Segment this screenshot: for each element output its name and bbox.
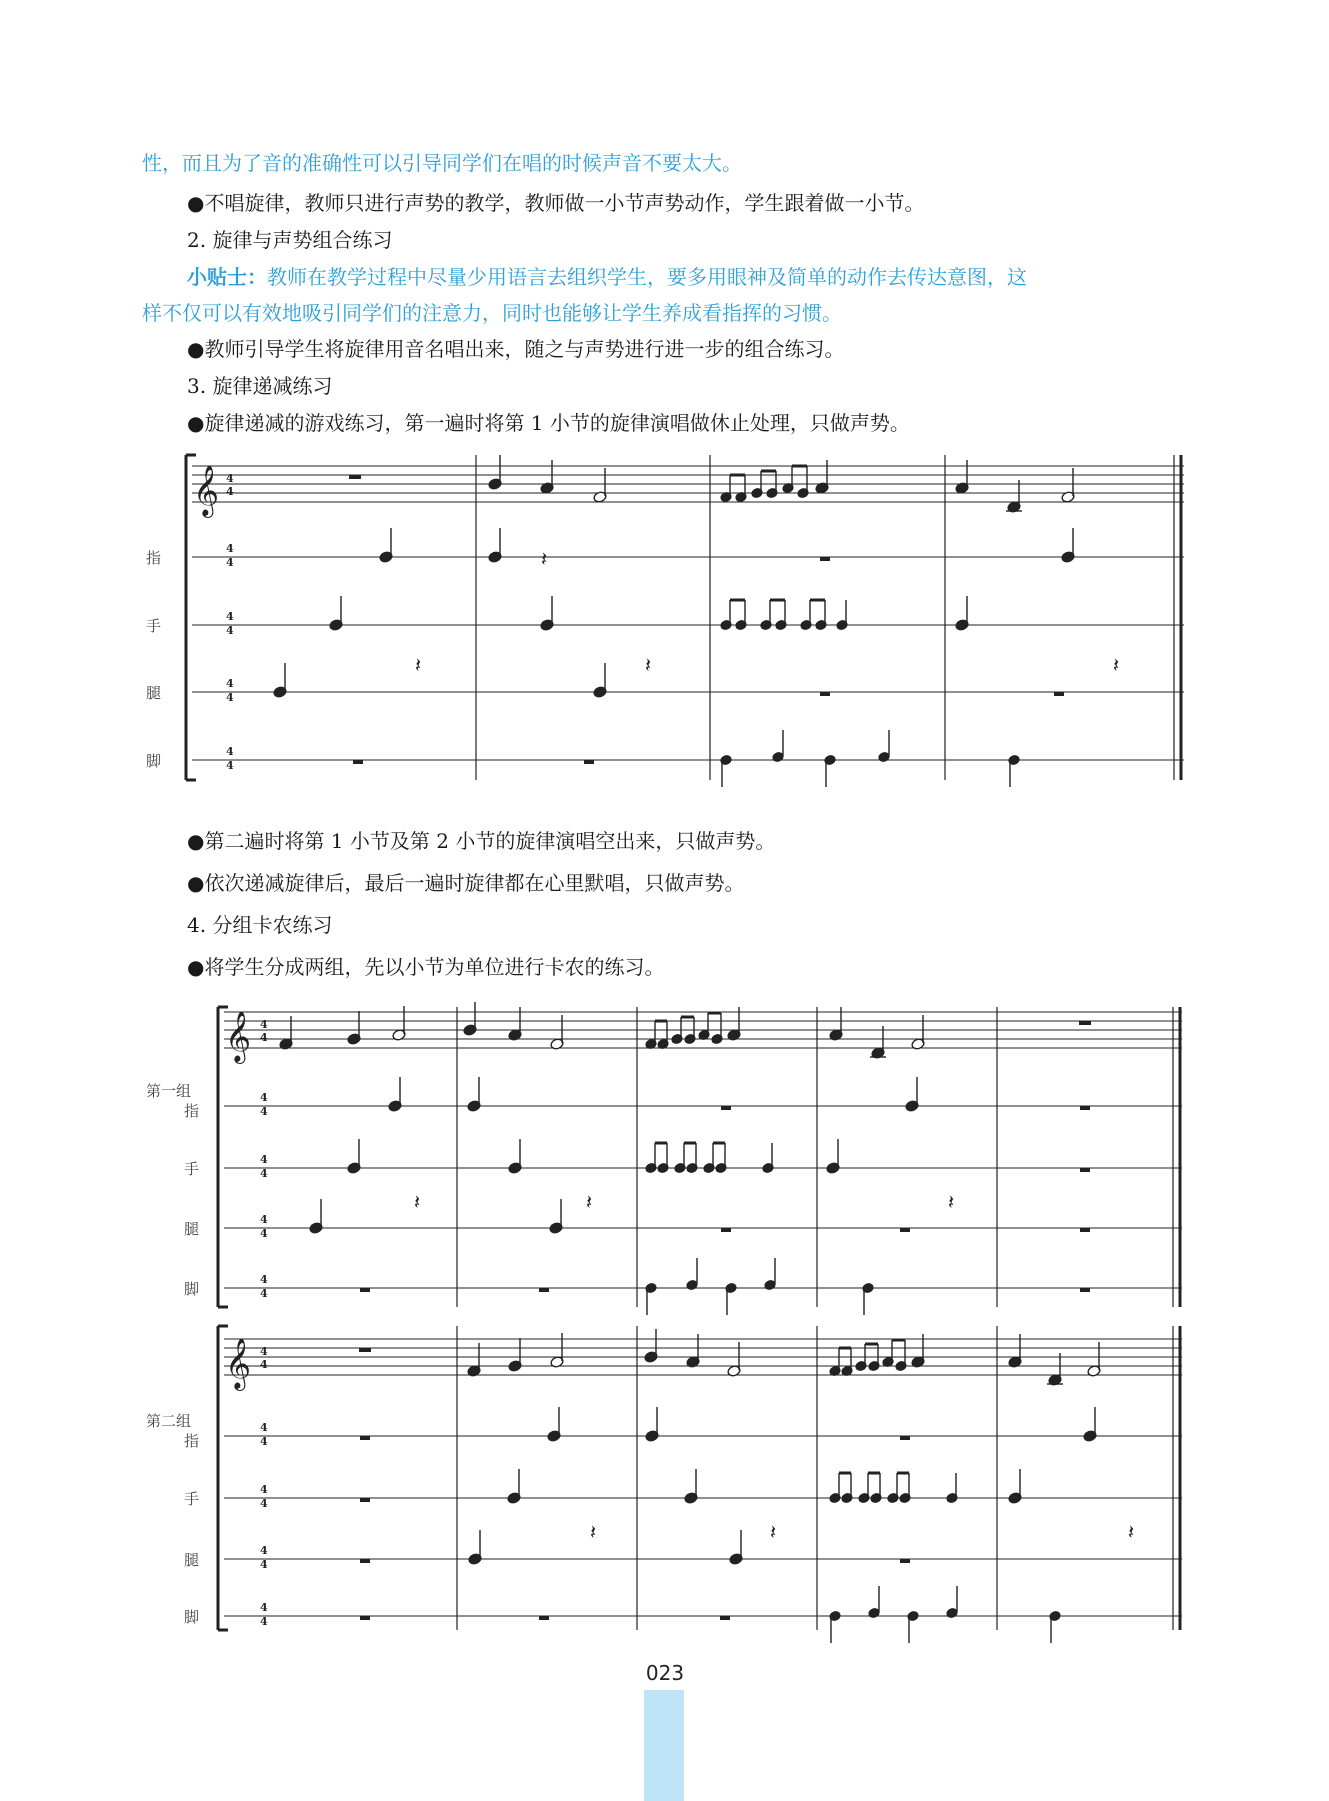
heading-section-2: 2. 旋律与声势组合练习 [187, 228, 393, 252]
score3-melody-notes [359, 1329, 1101, 1386]
svg-text:4: 4 [260, 1345, 268, 1358]
score2-hand-notes [347, 1139, 1090, 1174]
score3-foot-notes [360, 1586, 1061, 1643]
svg-text:𝄽: 𝄽 [590, 1520, 597, 1544]
score2-label-finger: 指 [184, 1102, 200, 1120]
score1-time-signatures [226, 472, 234, 772]
svg-text:𝄽: 𝄽 [586, 1190, 593, 1214]
svg-text:4: 4 [260, 1483, 268, 1496]
svg-text:4: 4 [260, 1601, 268, 1614]
score1-barlines [476, 455, 1181, 780]
score1-whole-rest [349, 475, 361, 479]
svg-text:4: 4 [260, 1358, 268, 1371]
score3-time-signatures [260, 1345, 268, 1628]
score2-label-group: 第一组 [146, 1082, 192, 1100]
score1-melody-staff [192, 466, 1184, 502]
svg-text:4: 4 [226, 745, 234, 758]
svg-text:4: 4 [260, 1497, 268, 1510]
svg-text:4: 4 [260, 1105, 268, 1118]
score3-label-hand: 手 [184, 1490, 200, 1508]
score3-label-leg: 腿 [184, 1551, 200, 1569]
score1-foot-notes [353, 730, 1020, 787]
svg-text:𝄽: 𝄽 [948, 1190, 955, 1214]
svg-text:𝄽: 𝄽 [1113, 653, 1120, 677]
score2-part-labels [146, 1082, 199, 1298]
svg-text:4: 4 [260, 1213, 268, 1226]
score-2-group-1 [146, 1002, 1182, 1315]
score3-label-foot: 脚 [184, 1608, 200, 1626]
score2-treble-clef: 𝄞 [225, 1011, 252, 1062]
score2-label-leg: 腿 [184, 1220, 200, 1238]
heading-section-3: 3. 旋律递减练习 [187, 374, 333, 398]
score1-label-foot: 脚 [146, 752, 162, 770]
score2-label-hand: 手 [184, 1160, 200, 1178]
score1-label-finger: 指 [146, 549, 162, 567]
heading-section-4: 4. 分组卡农练习 [187, 913, 333, 937]
svg-text:4: 4 [260, 1435, 268, 1448]
score2-melody-notes [279, 1002, 1091, 1059]
score3-part-labels [146, 1412, 199, 1626]
score3-percussion-lines [224, 1436, 1182, 1616]
svg-text:4: 4 [260, 1167, 268, 1180]
svg-text:4: 4 [260, 1153, 268, 1166]
score2-finger-notes [388, 1077, 1090, 1112]
paragraph-second-pass: ●第二遍时将第 1 小节及第 2 小节的旋律演唱空出来，只做声势。 [187, 829, 776, 853]
tip-text-1: 教师在教学过程中尽量少用语言去组织学生，要多用眼神及简单的动作去传达意图，这 [267, 265, 1027, 289]
score2-barlines [457, 1007, 1180, 1307]
score2-time-signatures [260, 1018, 268, 1300]
svg-text:4: 4 [260, 1227, 268, 1240]
paragraph-decrement: ●旋律递减的游戏练习，第一遍时将第 1 小节的旋律演唱做休止处理，只做声势。 [187, 411, 910, 435]
score2-foot-notes [360, 1258, 1090, 1315]
svg-text:4: 4 [260, 1091, 268, 1104]
score3-barlines [457, 1326, 1180, 1630]
score1-hand-notes [329, 596, 969, 631]
svg-text:4: 4 [226, 691, 234, 704]
svg-text:4: 4 [260, 1018, 268, 1031]
score3-label-group: 第二组 [146, 1412, 192, 1430]
paragraph-continuation: 性，而且为了音的准确性可以引导同学们在唱的时候声音不要太大。 [142, 151, 742, 175]
svg-text:4: 4 [260, 1615, 268, 1628]
score3-melody-staff [224, 1339, 1182, 1375]
score1-part-labels [146, 549, 161, 770]
score-1 [146, 455, 1184, 787]
score1-label-leg: 腿 [146, 684, 162, 702]
page-tab-marker [644, 1690, 684, 1801]
svg-text:𝄽: 𝄽 [645, 653, 652, 677]
score2-percussion-lines [224, 1106, 1182, 1288]
score1-label-hand: 手 [146, 617, 162, 635]
svg-text:4: 4 [226, 542, 234, 555]
score3-treble-clef: 𝄞 [225, 1338, 252, 1389]
svg-text:4: 4 [260, 1558, 268, 1571]
svg-text:𝄽: 𝄽 [770, 1520, 777, 1544]
svg-text:4: 4 [260, 1287, 268, 1300]
svg-text:4: 4 [260, 1273, 268, 1286]
tip-label: 小贴士： [187, 265, 267, 289]
svg-text:4: 4 [226, 556, 234, 569]
page-number: 023 [645, 1661, 685, 1685]
score2-label-foot: 脚 [184, 1280, 200, 1298]
svg-text:𝄽: 𝄽 [414, 1190, 421, 1214]
tip-line-2: 样不仅可以有效地吸引同学们的注意力，同时也能够让学生养成看指挥的习惯。 [142, 301, 842, 325]
svg-text:4: 4 [260, 1421, 268, 1434]
score2-melody-staff [224, 1012, 1182, 1048]
paragraph-final-pass: ●依次递减旋律后，最后一遍时旋律都在心里默唱，只做声势。 [187, 871, 745, 895]
svg-text:𝄽: 𝄽 [1128, 1520, 1135, 1544]
svg-text:4: 4 [226, 472, 234, 485]
svg-text:4: 4 [260, 1031, 268, 1044]
svg-text:4: 4 [226, 677, 234, 690]
svg-text:4: 4 [226, 485, 234, 498]
score1-leg-notes [273, 653, 1119, 698]
score3-label-finger: 指 [184, 1432, 200, 1450]
paragraph-no-melody: ●不唱旋律，教师只进行声势的教学，教师做一小节声势动作，学生跟着做一小节。 [187, 191, 925, 215]
paragraph-canon: ●将学生分成两组，先以小节为单位进行卡农的练习。 [187, 955, 665, 979]
svg-text:4: 4 [226, 624, 234, 637]
svg-text:𝄽: 𝄽 [541, 547, 548, 571]
paragraph-combine: ●教师引导学生将旋律用音名唱出来，随之与声势进行进一步的组合练习。 [187, 337, 845, 361]
score3-finger-notes [360, 1407, 1097, 1442]
svg-text:4: 4 [226, 610, 234, 623]
score1-finger-notes [379, 528, 1075, 571]
svg-text:4: 4 [260, 1544, 268, 1557]
score-3-group-2 [146, 1326, 1182, 1643]
score3-leg-notes [360, 1520, 1134, 1565]
svg-text:4: 4 [226, 759, 234, 772]
svg-text:𝄽: 𝄽 [415, 653, 422, 677]
score1-percussion-lines [192, 557, 1184, 760]
score3-hand-notes [360, 1469, 1022, 1504]
score1-treble-clef: 𝄞 [193, 465, 220, 516]
